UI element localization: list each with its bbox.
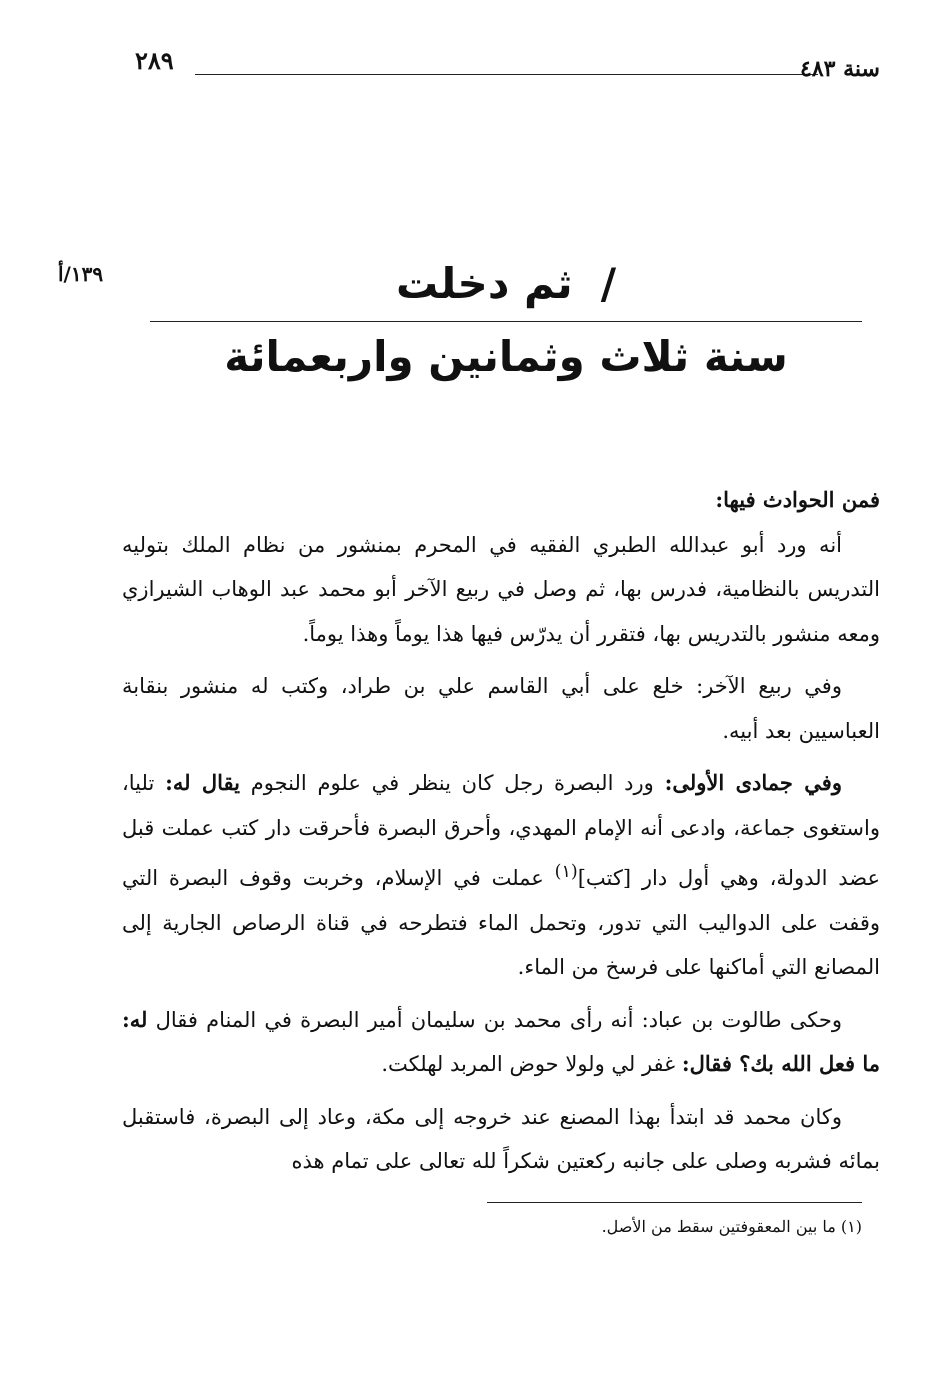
paragraph-3-rest: تليا، واستغوى جماعة، وادعى أنه الإمام المهدي، وأحرق البصرة فأحرقت دار كتب عملت قبل عضد الدولة، وهي أول دار [كتب]: [122, 771, 880, 890]
paragraph-3-mid: ورد البصرة رجل كان ينظر في علوم النجوم: [240, 771, 665, 795]
heading-line-2: سنة ثلاث وثمانين واربعمائة: [224, 332, 788, 381]
paragraph-1: أنه ورد أبو عبدالله الطبري الفقيه في المحرم بمنشور من نظام الملك بتوليه التدريس بالنظامية، فدرس بها، ثم وصل في ربيع الآخر أبو محمد عبد الوهاب الشيرازي ومعه منشور بالتدريس بها، فتقرر أن يدرّس فيها هذا يوماً وهذا يوماً.: [122, 532, 880, 646]
events-intro: فمن الحوادث فيها:: [715, 487, 880, 512]
heading-line-1: [150, 255, 862, 313]
heading-line-1-text: ثم دخلت: [395, 259, 573, 308]
heading-rule: [150, 321, 862, 322]
heading-slash: /: [600, 259, 617, 308]
paragraph-4-bold: له: ما فعل الله بك؟ فقال:: [122, 1006, 880, 1076]
paragraph-3-bold: يقال له:: [165, 770, 241, 795]
manuscript-folio-marker: ١٣٩/أ: [58, 262, 104, 286]
header-rule: [195, 74, 818, 75]
paragraph-2: وفي ربيع الآخر: خلع على أبي القاسم علي بن طراد، وكتب له منشور بنقابة العباسيين بعد أبيه.: [122, 674, 880, 743]
paragraph-3-tail: عملت في الإسلام، وخربت وقوف البصرة التي وقفت على الدواليب التي تدور، وتحمل الماء فتطرحه في قناة الرصاص الجارية إلى المصانع التي أماكنها على فرسخ من الماء.: [122, 866, 880, 979]
paragraph-4-rest: غفر لي ولولا حوض المربد لهلكت.: [381, 1052, 682, 1076]
paragraph-3-lead: وفي جمادى الأولى:: [664, 770, 842, 795]
running-title: سنة ٤٨٣: [800, 56, 880, 82]
paragraph-4-start: وحكى طالوت بن عباد: أنه رأى محمد بن سليمان أمير البصرة في المنام فقال: [147, 1007, 842, 1032]
footnote-1: (١) ما بين المعقوفتين سقط من الأصل.: [601, 1217, 862, 1236]
paragraph-4: [122, 998, 880, 1087]
body-text: [122, 478, 880, 1184]
running-header: [135, 40, 880, 90]
paragraph-5: وكان محمد قد ابتدأ بهذا المصنع عند خروجه إلى مكة، وعاد إلى البصرة، فاستقبل بمائه فشربه وصلى على جانبه ركعتين شكراً لله تعالى على تمام هذه: [122, 1104, 880, 1173]
footnote-rule: [487, 1202, 862, 1203]
paragraph-3: [122, 761, 880, 990]
page-number: ٢٨٩: [135, 46, 174, 75]
footnote-reference: (١): [554, 862, 578, 882]
chapter-heading: [150, 255, 862, 395]
